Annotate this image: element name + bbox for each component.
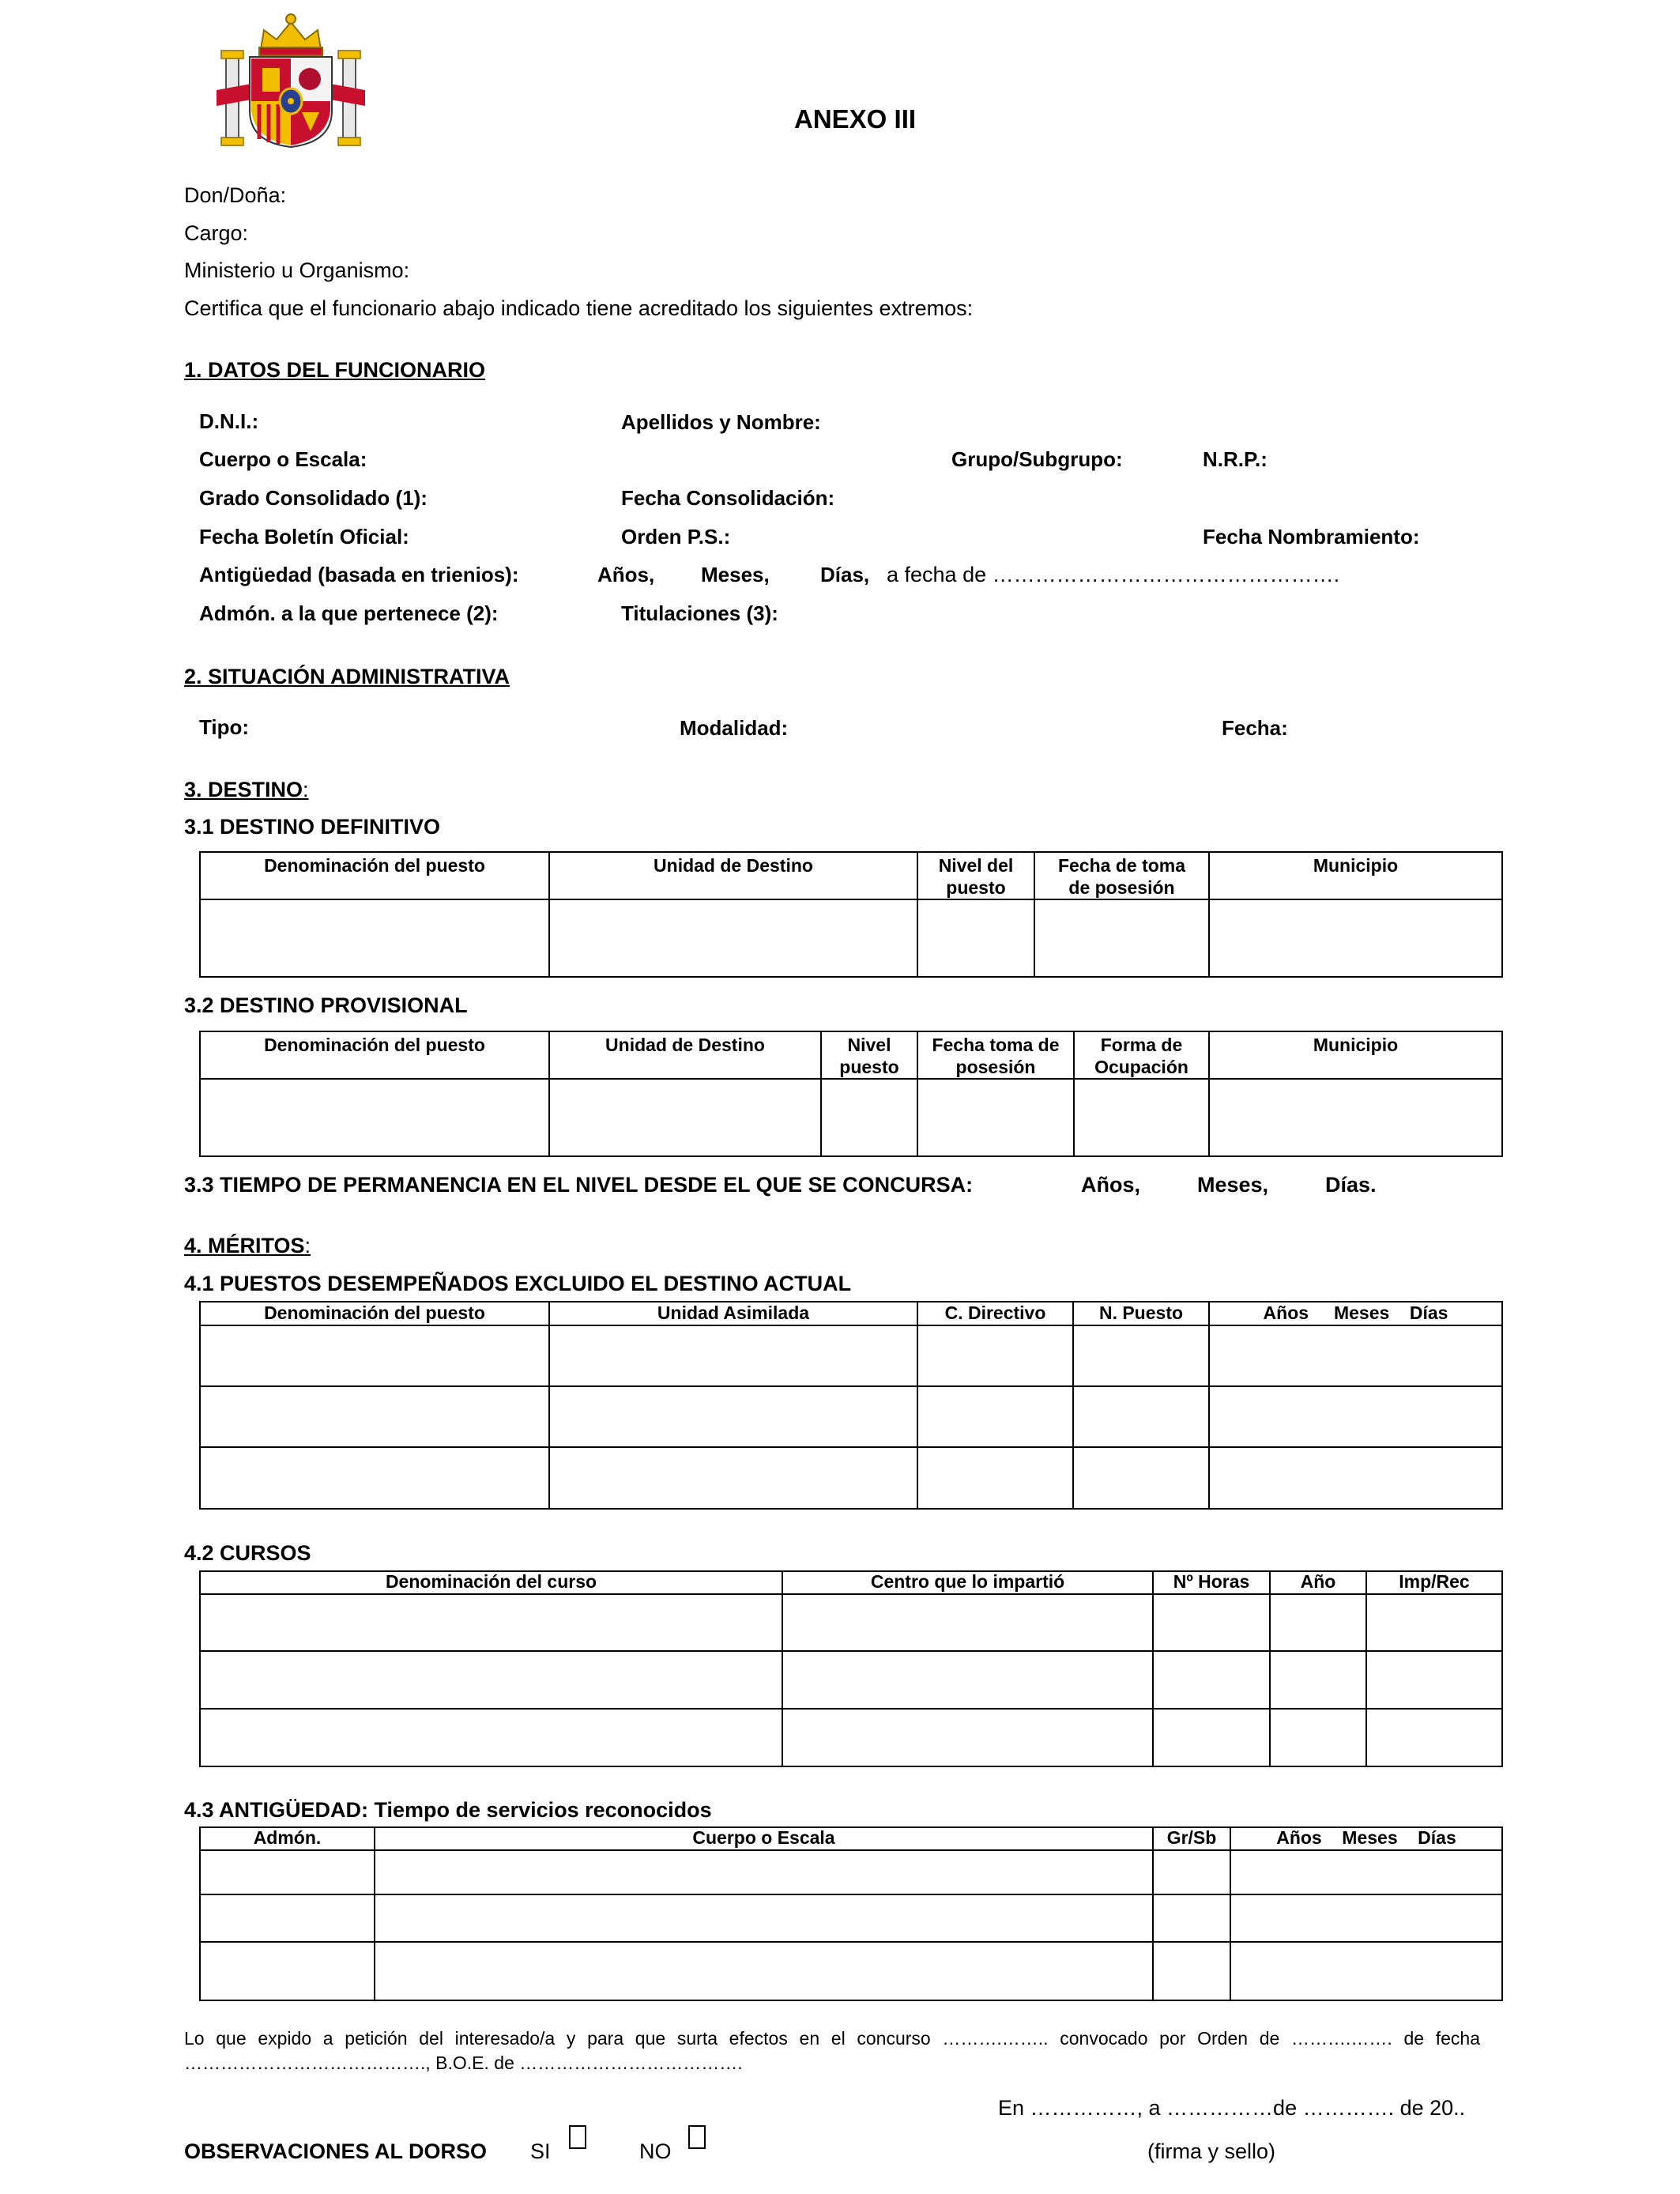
input-cell[interactable] (1073, 1447, 1209, 1509)
antiguedad-label: Antigüedad (basada en trienios): (199, 563, 519, 586)
col-municipio: Municipio (1209, 852, 1502, 899)
modalidad-label: Modalidad: (680, 716, 789, 740)
section-4-title (184, 1234, 311, 1258)
col-unidad-destino: Unidad de Destino (549, 1031, 821, 1079)
input-cell[interactable] (1230, 1942, 1502, 2000)
input-cell[interactable] (1073, 1386, 1209, 1447)
titulaciones-label: Titulaciones (3): (621, 601, 778, 625)
col-denominacion: Denominación del puesto (200, 852, 549, 899)
input-cell[interactable] (782, 1709, 1153, 1766)
table-row (200, 1894, 1502, 1942)
input-cell[interactable] (200, 1386, 549, 1447)
col-dias: Días (1418, 1827, 1456, 1848)
col-tiempo (1230, 1827, 1502, 1850)
si-label: SI (530, 2139, 551, 2163)
fecha-boletin-label: Fecha Boletín Oficial: (199, 525, 409, 548)
fecha-nombramiento-label: Fecha Nombramiento: (1203, 525, 1420, 548)
section-3-2-title: 3.2 DESTINO PROVISIONAL (184, 993, 468, 1017)
input-cell[interactable] (1209, 899, 1502, 977)
input-cell[interactable] (549, 899, 917, 977)
input-cell[interactable] (1366, 1651, 1502, 1709)
input-cell[interactable] (549, 1386, 917, 1447)
input-cell[interactable] (375, 1894, 1153, 1942)
col-fecha-toma: Fecha toma de posesión (917, 1031, 1074, 1079)
grado-label: Grado Consolidado (1): (199, 486, 428, 510)
col-imp-rec: Imp/Rec (1366, 1571, 1502, 1594)
input-cell[interactable] (200, 899, 549, 977)
col-anos: Años (1276, 1827, 1322, 1848)
input-cell[interactable] (782, 1594, 1153, 1651)
section-4-colon: : (304, 1234, 311, 1257)
input-cell[interactable] (1074, 1079, 1209, 1156)
table-row (200, 899, 1502, 977)
col-centro: Centro que lo impartió (782, 1571, 1153, 1594)
input-cell[interactable] (549, 1325, 917, 1386)
permanencia-anos: Años, (1081, 1173, 1141, 1197)
input-cell[interactable] (1270, 1709, 1366, 1766)
input-cell[interactable] (200, 1325, 549, 1386)
col-n-puesto: N. Puesto (1073, 1302, 1209, 1325)
observaciones-label: OBSERVACIONES AL DORSO (184, 2139, 488, 2163)
input-cell[interactable] (1153, 1594, 1270, 1651)
antiguedad-dias: Días, (820, 563, 870, 586)
col-anos: Años (1263, 1302, 1309, 1323)
destino-provisional-table (199, 1031, 1503, 1157)
orden-ps-label: Orden P.S.: (621, 525, 731, 548)
no-checkbox[interactable] (688, 2125, 706, 2149)
table-row (200, 1447, 1502, 1509)
input-cell[interactable] (1366, 1594, 1502, 1651)
no-label: NO (639, 2139, 672, 2163)
col-denominacion: Denominación del puesto (200, 1302, 549, 1325)
antiguedad-table (199, 1826, 1503, 2001)
col-cuerpo-escala: Cuerpo o Escala (375, 1827, 1153, 1850)
input-cell[interactable] (782, 1651, 1153, 1709)
input-cell[interactable] (200, 1594, 782, 1651)
section-4-title-text: 4. MÉRITOS (184, 1234, 305, 1257)
input-cell[interactable] (375, 1942, 1153, 2000)
fecha-situacion-label: Fecha: (1222, 716, 1288, 740)
fecha-consolidacion-label: Fecha Consolidación: (621, 486, 835, 510)
col-meses: Meses (1333, 1302, 1390, 1323)
input-cell[interactable] (1153, 1651, 1270, 1709)
input-cell[interactable] (1073, 1325, 1209, 1386)
col-nivel-puesto: Nivel puesto (821, 1031, 917, 1079)
coat-of-arms-emblem (215, 8, 367, 150)
antiguedad-meses: Meses, (701, 563, 770, 586)
col-forma-ocupacion: Forma de Ocupación (1074, 1031, 1209, 1079)
cargo-label: Cargo: (184, 221, 249, 245)
admon-label: Admón. a la que pertenece (2): (199, 601, 499, 625)
col-admon: Admón. (200, 1827, 375, 1850)
table-row (200, 1709, 1502, 1766)
col-c-directivo: C. Directivo (917, 1302, 1073, 1325)
section-3-title (184, 778, 309, 802)
permanencia-dias: Días. (1325, 1173, 1377, 1197)
table-row (200, 1325, 1502, 1386)
section-3-title-text: 3. DESTINO (184, 778, 303, 801)
input-cell[interactable] (917, 899, 1034, 977)
grupo-label: Grupo/Subgrupo: (951, 447, 1123, 471)
col-gr-sb: Gr/Sb (1153, 1827, 1230, 1850)
col-ano: Año (1270, 1571, 1366, 1594)
input-cell[interactable] (549, 1079, 821, 1156)
input-cell[interactable] (1230, 1850, 1502, 1894)
si-checkbox[interactable] (569, 2125, 586, 2149)
page-title: ANEXO III (794, 104, 917, 134)
input-cell[interactable] (1209, 1079, 1502, 1156)
cuerpo-label: Cuerpo o Escala: (199, 447, 367, 471)
table-row (200, 1386, 1502, 1447)
section-4-2-title: 4.2 CURSOS (184, 1541, 311, 1565)
section-2-title: 2. SITUACIÓN ADMINISTRATIVA (184, 665, 510, 688)
table-row (200, 1594, 1502, 1651)
col-tiempo (1209, 1302, 1502, 1325)
col-denominacion-curso: Denominación del curso (200, 1571, 782, 1594)
section-1-title: 1. DATOS DEL FUNCIONARIO (184, 358, 486, 382)
table-row (200, 1651, 1502, 1709)
col-fecha-toma: Fecha de toma de posesión (1034, 852, 1209, 899)
input-cell[interactable] (1230, 1894, 1502, 1942)
input-cell[interactable] (1209, 1386, 1502, 1447)
certifica-text: Certifica que el funcionario abajo indicado tiene acreditado los siguientes extremos: (184, 296, 974, 320)
puestos-desempenados-table (199, 1301, 1503, 1510)
col-municipio: Municipio (1209, 1031, 1502, 1079)
input-cell[interactable] (1209, 1325, 1502, 1386)
input-cell[interactable] (1270, 1651, 1366, 1709)
input-cell[interactable] (821, 1079, 917, 1156)
section-4-3-title: 4.3 ANTIGÜEDAD: Tiempo de servicios reconocidos (184, 1798, 712, 1822)
input-cell[interactable] (200, 1850, 375, 1894)
col-unidad-destino: Unidad de Destino (549, 852, 917, 899)
cursos-table (199, 1570, 1503, 1767)
input-cell[interactable] (1366, 1709, 1502, 1766)
input-cell[interactable] (375, 1850, 1153, 1894)
col-nivel-puesto: Nivel del puesto (917, 852, 1034, 899)
dni-label: D.N.I.: (199, 409, 259, 433)
input-cell[interactable] (1153, 1894, 1230, 1942)
section-3-3-title: 3.3 TIEMPO DE PERMANENCIA EN EL NIVEL DESDE EL QUE SE CONCURSA: (184, 1173, 974, 1197)
table-row (200, 1850, 1502, 1894)
col-denominacion: Denominación del puesto (200, 1031, 549, 1079)
firma-sello-label: (firma y sello) (1147, 2139, 1276, 2163)
input-cell[interactable] (1153, 1942, 1230, 2000)
lugar-fecha-text: En ……………, a ……………de …………. de 20.. (998, 2096, 1466, 2120)
input-cell[interactable] (200, 1079, 549, 1156)
input-cell[interactable] (549, 1447, 917, 1509)
input-cell[interactable] (917, 1447, 1073, 1509)
input-cell[interactable] (200, 1651, 782, 1709)
input-cell[interactable] (1153, 1850, 1230, 1894)
don-dona-label: Don/Doña: (184, 183, 287, 207)
permanencia-meses: Meses, (1197, 1173, 1269, 1197)
table-row (200, 1079, 1502, 1156)
input-cell[interactable] (1270, 1594, 1366, 1651)
input-cell[interactable] (917, 1079, 1074, 1156)
antiguedad-anos: Años, (597, 563, 655, 586)
apellidos-label: Apellidos y Nombre: (621, 410, 821, 434)
input-cell[interactable] (200, 1942, 375, 2000)
input-cell[interactable] (1153, 1709, 1270, 1766)
tipo-label: Tipo: (199, 715, 250, 739)
col-meses: Meses (1342, 1827, 1398, 1848)
input-cell[interactable] (1209, 1447, 1502, 1509)
expido-text: Lo que expido a petición del interesado/a y para que surta efectos en el concurso ……….…….. convocado por Orden de ……….……. de fecha …………………………………., B.O.E. de ………………………………. (184, 2028, 1480, 2073)
input-cell[interactable] (917, 1325, 1073, 1386)
col-horas: Nº Horas (1153, 1571, 1270, 1594)
table-row (200, 1942, 1502, 2000)
section-3-1-title: 3.1 DESTINO DEFINITIVO (184, 815, 441, 839)
section-4-1-title: 4.1 PUESTOS DESEMPEÑADOS EXCLUIDO EL DESTINO ACTUAL (184, 1272, 852, 1295)
nrp-label: N.R.P.: (1203, 447, 1268, 471)
col-unidad-asimilada: Unidad Asimilada (549, 1302, 917, 1325)
input-cell[interactable] (200, 1447, 549, 1509)
ministerio-label: Ministerio u Organismo: (184, 258, 410, 282)
input-cell[interactable] (917, 1386, 1073, 1447)
col-dias: Días (1409, 1302, 1448, 1323)
input-cell[interactable] (200, 1709, 782, 1766)
input-cell[interactable] (1034, 899, 1209, 977)
a-fecha-de-text: a fecha de …………………………………………. (887, 563, 1340, 586)
input-cell[interactable] (200, 1894, 375, 1942)
section-3-colon: : (303, 778, 309, 801)
destino-definitivo-table (199, 851, 1503, 978)
